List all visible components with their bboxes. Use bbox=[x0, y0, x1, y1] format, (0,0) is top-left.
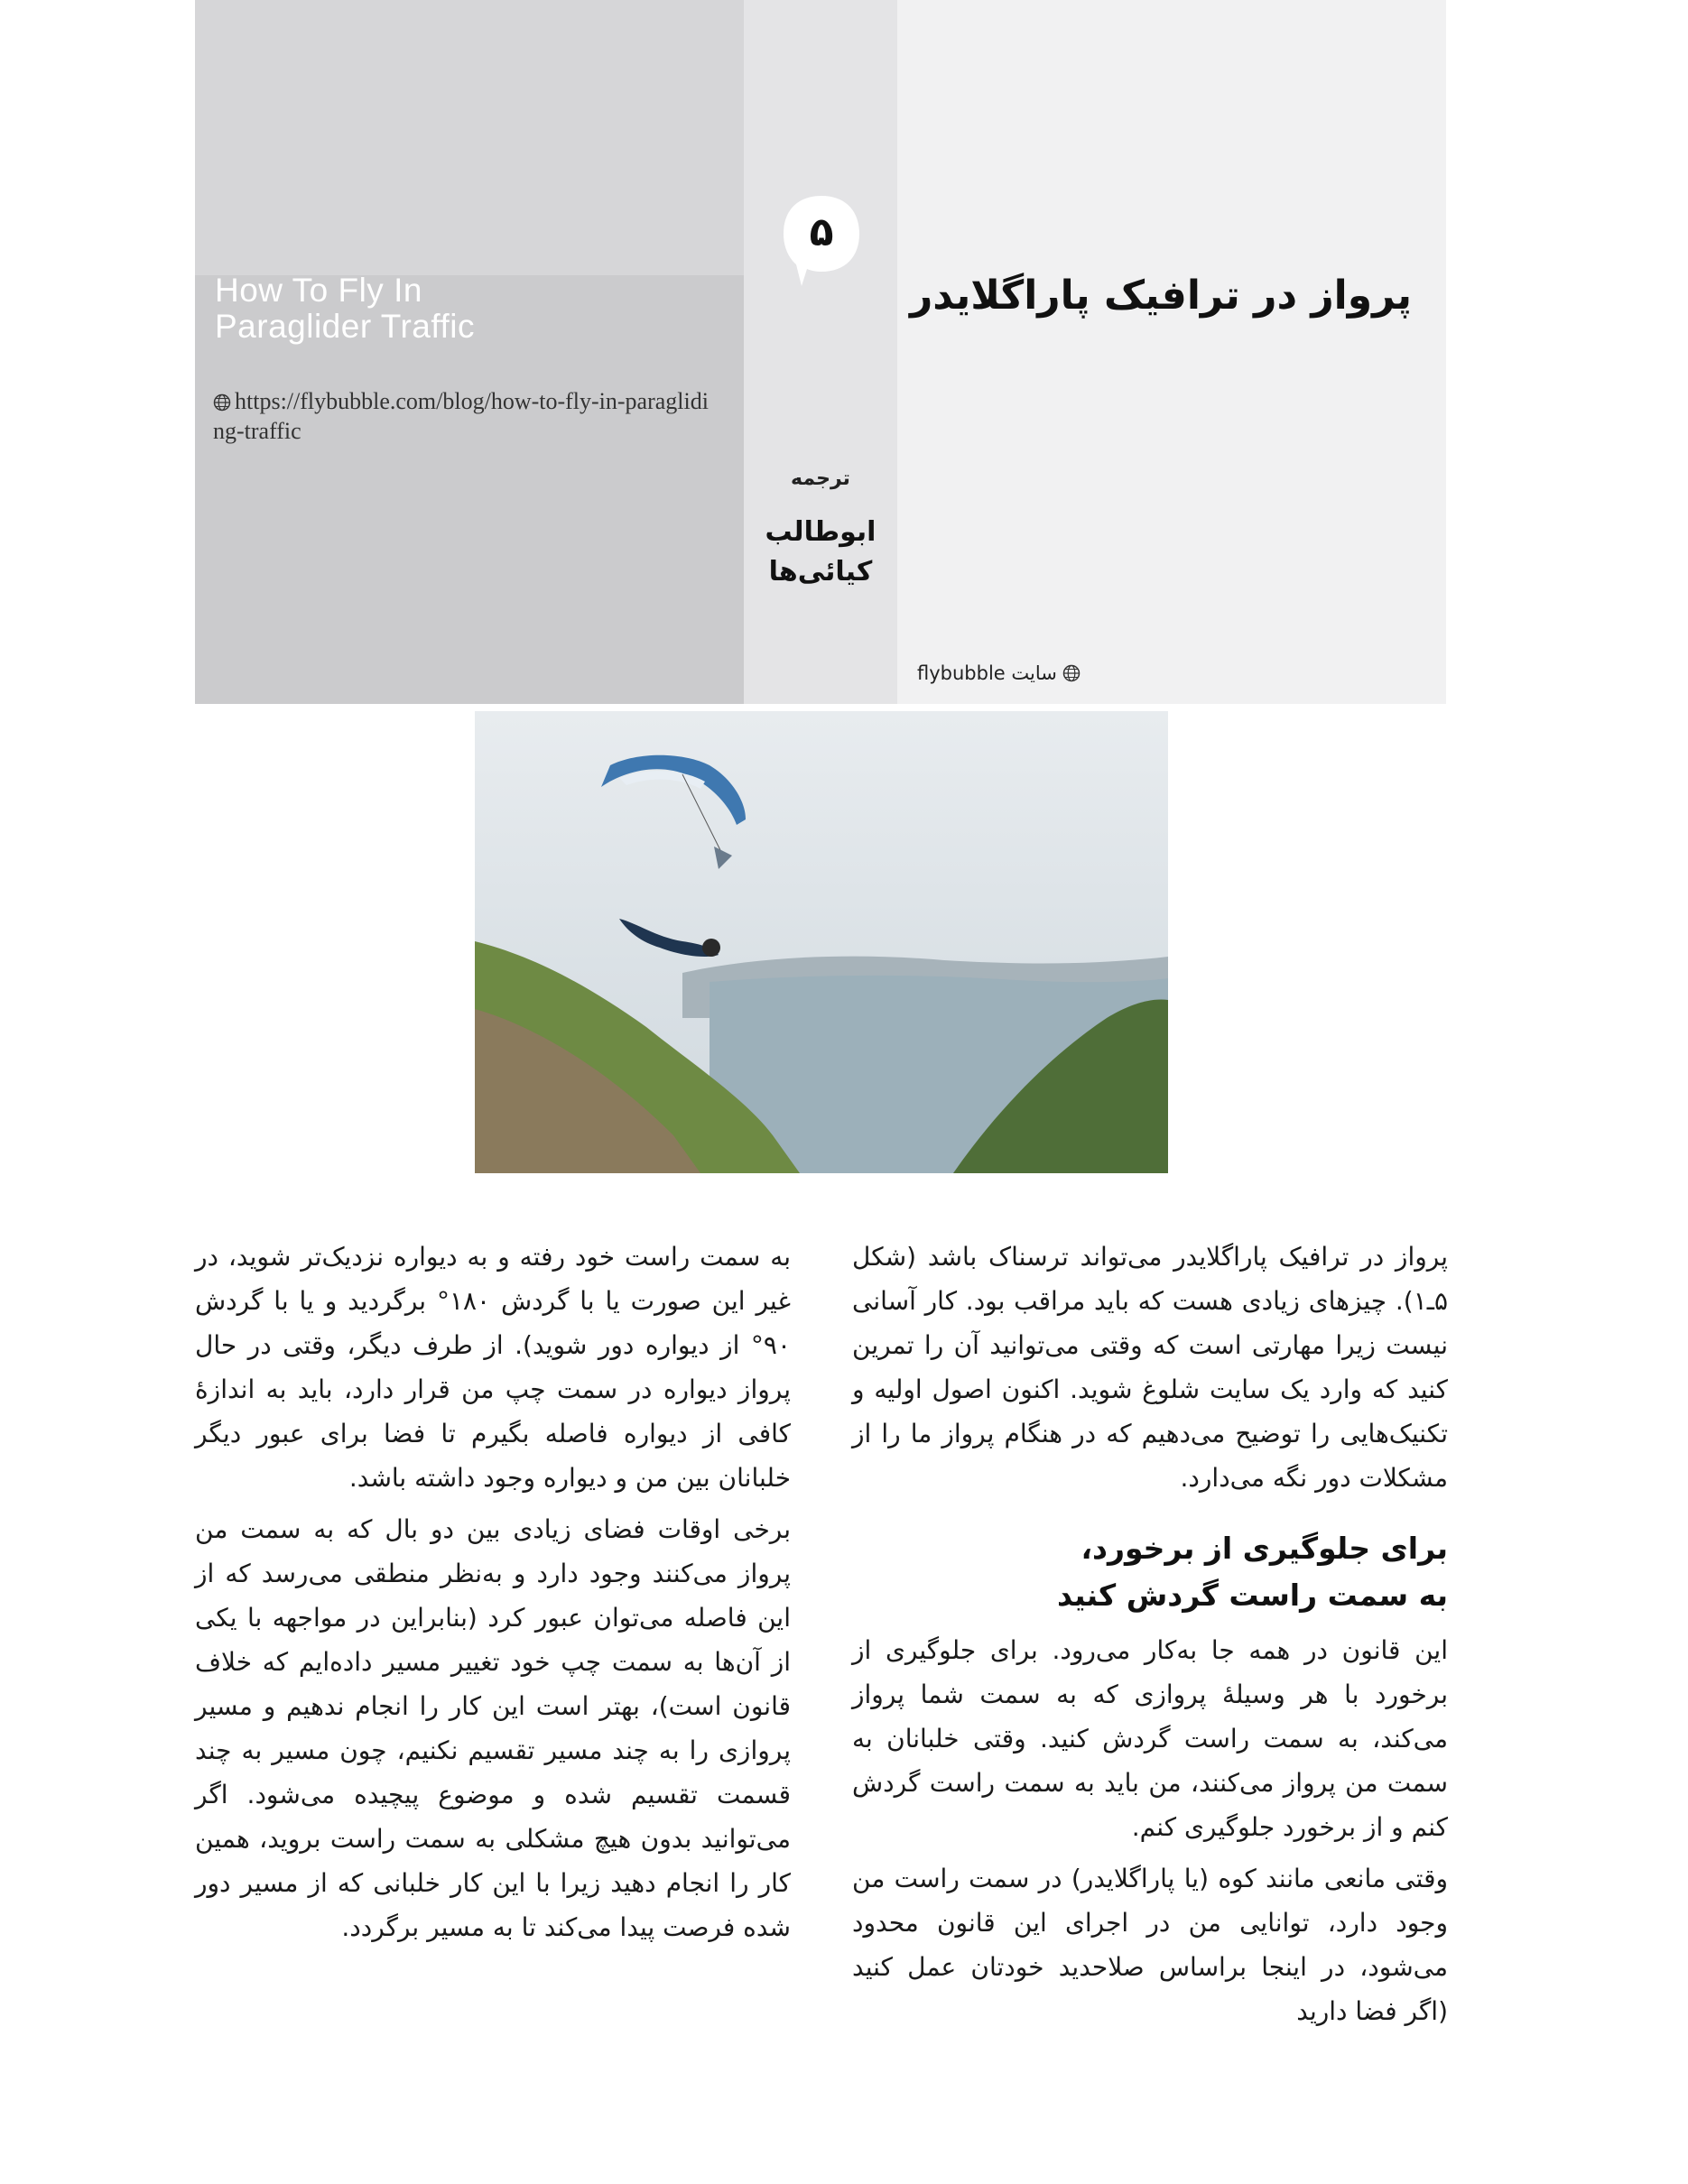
pilot-helmet bbox=[702, 939, 720, 957]
source-url-link[interactable] bbox=[213, 386, 719, 446]
english-title-line-2: Paraglider Traffic bbox=[215, 308, 475, 345]
persian-title: پرواز در ترافیک پاراگلایدر bbox=[909, 273, 1412, 319]
header-translator-panel bbox=[744, 0, 897, 704]
source-credit-text: سایت flybubble bbox=[917, 662, 1057, 684]
paraglider-photo bbox=[475, 711, 1168, 1173]
header-english-panel bbox=[195, 0, 744, 704]
source-url-text: https://flybubble.com/blog/how-to-fly-in-paragliding-traffic bbox=[213, 388, 709, 444]
translator-name-line-1: ابوطالب bbox=[765, 516, 876, 548]
globe-icon bbox=[1062, 664, 1081, 682]
paraglider-scene bbox=[475, 711, 1168, 1173]
section-heading-line-2: به سمت راست گردش کنید bbox=[1057, 1578, 1448, 1613]
paragraph: به سمت راست خود رفته و به دیواره نزدیک‌تر شوید، در غیر این صورت یا با گردش ۱۸۰° برگردید و یا با گردش ۹۰° از دیواره دور شوید). از طرف دیگر، وقتی در حال پرواز دیواره در سمت چپ من قرار دارد، باید به اندازهٔ کافی از دیواره فاصله بگیرم تا فضا برای عبور دیگر خلبانان بین من و دیواره وجود داشته باشد. bbox=[195, 1242, 791, 1493]
header-english-panel-top bbox=[195, 0, 744, 275]
paragraph: برخی اوقات فضای زیادی بین دو بال که به سمت من پرواز می‌کنند وجود دارد و به‌نظر منطقی می‌رسد که از این فاصله می‌توان عبور کرد (بنابراین در مواجهه با یکی از آن‌ها به سمت چپ خود تغییر مسیر داده‌ایم که خلاف قانون است)، بهتر است این کار را انجام ندهیم و مسیر پروازی را به چند مسیر تقسیم نکنیم، چون مسیر به چند قسمت تقسیم شده و موضوع پیچیده می‌شود. اگر می‌توانید بدون هیچ مشکلی به سمت راست بروید، همین کار را انجام دهید زیرا با این کار خلبانی که از مسیر دور شده فرصت پیدا می‌کند تا به مسیر برگردد. bbox=[195, 1514, 791, 1942]
english-title bbox=[215, 273, 720, 345]
english-title-line-1: How To Fly In bbox=[215, 272, 422, 309]
translator-label: ترجمه bbox=[791, 467, 850, 490]
globe-icon bbox=[213, 393, 231, 412]
header-persian-panel bbox=[897, 0, 1446, 704]
article-column-left bbox=[195, 1235, 791, 1957]
paragraph: وقتی مانعی مانند کوه (یا پاراگلایدر) در سمت راست من وجود دارد، توانایی من در اجرای این قانون محدود می‌شود، در اینجا براساس صلاحدید خودتان عمل کنید (اگر فضا دارید bbox=[852, 1864, 1448, 2026]
translator-name bbox=[744, 513, 897, 592]
chapter-number: ۵ bbox=[809, 209, 834, 255]
section-heading-line-1: برای جلوگیری از برخورد، bbox=[1081, 1531, 1448, 1566]
paragraph: پرواز در ترافیک پاراگلایدر می‌تواند ترسناک باشد (شکل ۵ـ۱). چیزهای زیادی هست که باید مراقب بود. کار آسانی نیست زیرا مهارتی است که وقتی می‌توانید آن را تمرین کنید که وارد یک سایت شلوغ شوید. اکنون اصول اولیه و تکنیک‌هایی را توضیح می‌دهیم که در هنگام پرواز ما را از مشکلات دور نگه می‌دارد. bbox=[852, 1242, 1448, 1493]
source-credit bbox=[917, 662, 1278, 684]
chapter-header bbox=[195, 0, 1446, 704]
paragraph: این قانون در همه جا به‌کار می‌رود. برای جلوگیری از برخورد با هر وسیلهٔ پروازی که به سمت شما پرواز می‌کند، به سمت راست گردش کنید. وقتی خلبانان به سمت من پرواز می‌کنند، من باید به سمت راست گردش کنم و از برخورد جلوگیری کنم. bbox=[852, 1635, 1448, 1842]
translator-name-line-2: کیائی‌ها bbox=[768, 556, 873, 588]
section-heading bbox=[852, 1525, 1448, 1619]
article-column-right bbox=[852, 1235, 1448, 2041]
